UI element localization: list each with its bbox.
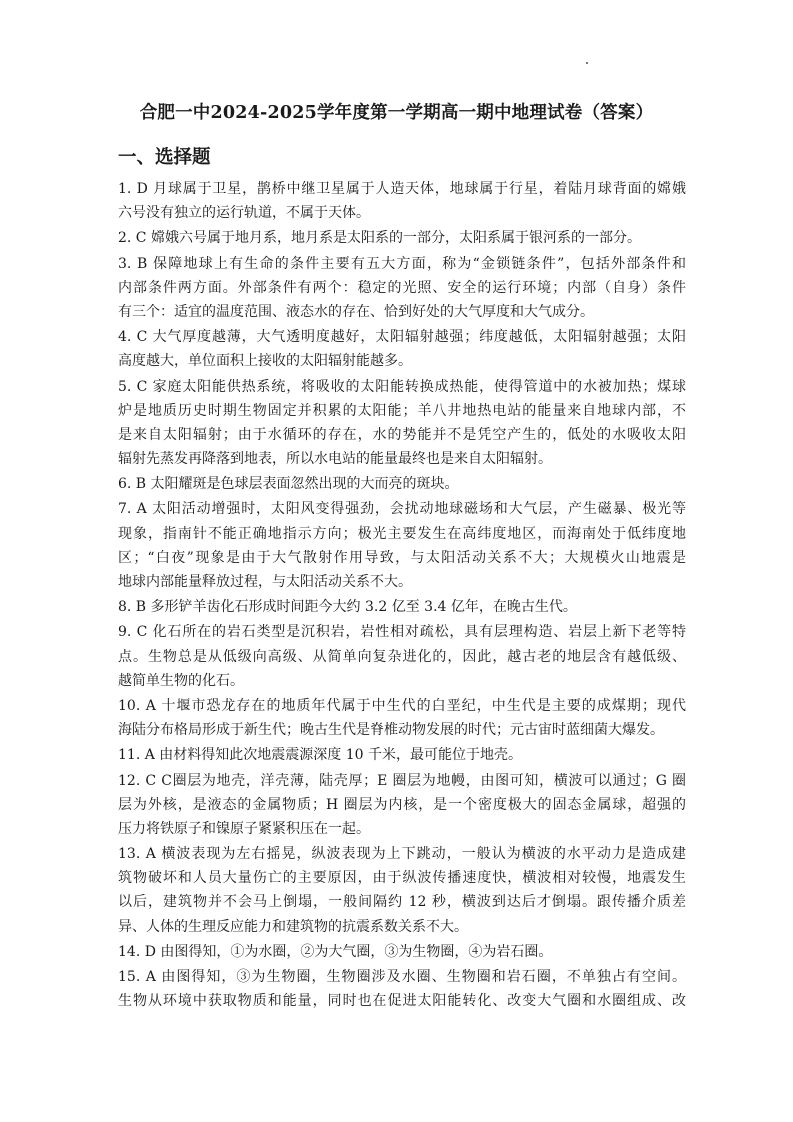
answer-item <box>118 226 686 250</box>
answer-line: 筑物破坏和人员大量伤亡的主要原因，由于纵波传播速度快，横波相对较慢，地震发生 <box>118 870 686 887</box>
answer-line: 海陆分布格局形成于新生代；晚古生代是脊椎动物发展的时代；元古宙时蓝细菌大爆发。 <box>118 722 664 739</box>
answer-line: 15. A 由图得知，③为生物圈，生物圈涉及水圈、生物圈和岩石圈，不单独占有空间。 <box>118 969 686 985</box>
answer-item <box>118 325 686 373</box>
answer-item <box>118 375 686 472</box>
answer-line: 内部条件两方面。外部条件有两个：稳定的光照、安全的运行环境；内部（自身）条件 <box>118 279 686 296</box>
answer-line: 2. C 嫦娥六号属于地月系，地月系是太阳系的一部分，太阳系属于银河系的一部分。 <box>118 230 641 247</box>
answer-line: 地球内部能量释放过程，与太阳活动关系不大。 <box>118 574 412 590</box>
answer-line: 12. C C圈层为地壳，洋壳薄，陆壳厚；E 圈层为地幔，由图可知，横波可以通过；G 圈 <box>118 772 686 789</box>
answer-line: 1. D 月球属于卫星，鹊桥中继卫星属于人造天体，地球属于行星，着陆月球背面的嫦娥 <box>118 181 686 197</box>
answer-line: 9. C 化石所在的岩石类型是沉积岩，岩性相对疏松，具有层理构造、岩层上新下老等特 <box>118 624 686 641</box>
answer-item <box>118 965 686 1013</box>
answer-line: 区；“白夜”现象是由于大气散射作用导致，与太阳活动关系不大；大规模火山地震是 <box>118 549 686 566</box>
answer-line: 14. D 由图得知，①为水圈，②为大气圈，③为生物圈，④为岩石圈。 <box>118 943 553 960</box>
answer-line: 以后，建筑物并不会马上倒塌，一般间隔约 12 秒，横波到达后才倒塌。跟传播介质差 <box>118 894 686 911</box>
answer-line: 有三个：适宜的温度范围、液态水的存在、恰到好处的大气厚度和大气成分。 <box>118 303 594 320</box>
answer-line: 3. B 保障地球上有生命的条件主要有五大方面，称为“金锁链条件”，包括外部条件和 <box>118 255 686 272</box>
answer-line: 7. A 太阳活动增强时，太阳风变得强劲，会扰动地球磁场和大气层，产生磁暴、极光等 <box>118 501 686 518</box>
answer-item <box>118 940 686 964</box>
answer-line: 6. B 太阳耀斑是色球层表面忽然出现的大而亮的斑块。 <box>118 476 459 493</box>
section-heading: 一、选择题 <box>118 147 211 168</box>
answer-line: 5. C 家庭太阳能供热系统，将吸收的太阳能转换成热能，使得管道中的水被加热；煤球 <box>118 378 686 395</box>
answer-line: 点。生物总是从低级向高级、从简单向复杂进化的，因此，越古老的地层含有越低级、 <box>118 648 686 665</box>
answer-item <box>118 497 686 594</box>
answer-item <box>118 252 686 325</box>
page-speck <box>586 62 588 64</box>
answer-line: 生物从环境中获取物质和能量，同时也在促进太阳能转化、改变大气圈和水圈组成、改 <box>118 993 686 1010</box>
answer-item <box>118 177 686 225</box>
answer-line: 高度越大，单位面积上接收的太阳辐射能越多。 <box>118 353 412 370</box>
answer-item <box>118 694 686 742</box>
page-title: 合肥一中2024-2025学年度第一学期高一期中地理试卷（答案） <box>139 103 654 123</box>
answer-line: 层为外核，是液态的金属物质；H 圈层为内核，是一个密度极大的固态金属球，超强的 <box>118 796 686 813</box>
answer-line: 4. C 大气厚度越薄，大气透明度越好，太阳辐射越强；纬度越低，太阳辐射越强；太阳 <box>118 329 686 346</box>
answer-item <box>118 472 686 496</box>
answer-line: 炉是地质历史时期生物固定并积累的太阳能；羊八井地热电站的能量来自地球内部，不 <box>118 402 686 419</box>
answer-line: 10. A 十堰市恐龙存在的地质年代属于中生代的白垩纪，中生代是主要的成煤期；现代 <box>118 697 686 714</box>
answer-line: 13. A 横波表现为左右摇晃，纵波表现为上下跳动，一般认为横波的水平动力是造成建 <box>118 846 686 863</box>
answer-line: 8. B 多形铲羊齿化石形成时间距今大约 3.2 亿至 3.4 亿年，在晚古生代。 <box>118 599 577 616</box>
answer-item <box>118 769 686 842</box>
answer-item <box>118 842 686 939</box>
answer-item <box>118 620 686 693</box>
answer-line: 异、人体的生理反应能力和建筑物的抗震系数关系不大。 <box>118 918 468 935</box>
answer-item <box>118 743 686 767</box>
answer-line: 是来自太阳辐射；由于水循环的存在，水的势能并不是凭空产生的，低处的水吸收太阳 <box>118 426 686 443</box>
answer-item <box>118 595 686 619</box>
answer-line: 越简单生物的化石。 <box>118 672 244 689</box>
answer-line: 11. A 由材料得知此次地震震源深度 10 千米，最可能位于地壳。 <box>118 747 522 764</box>
answer-line: 压力将铁原子和镍原子紧紧积压在一起。 <box>118 820 370 837</box>
answer-line: 现象，指南针不能正确地指示方向；极光主要发生在高纬度地区，而海南处于低纬度地 <box>118 525 686 542</box>
answer-line: 辐射先蒸发再降落到地表，所以水电站的能量最终也是来自太阳辐射。 <box>118 451 552 468</box>
answer-line: 六号没有独立的运行轨道，不属于天体。 <box>118 205 370 222</box>
answer-list <box>118 177 686 1014</box>
